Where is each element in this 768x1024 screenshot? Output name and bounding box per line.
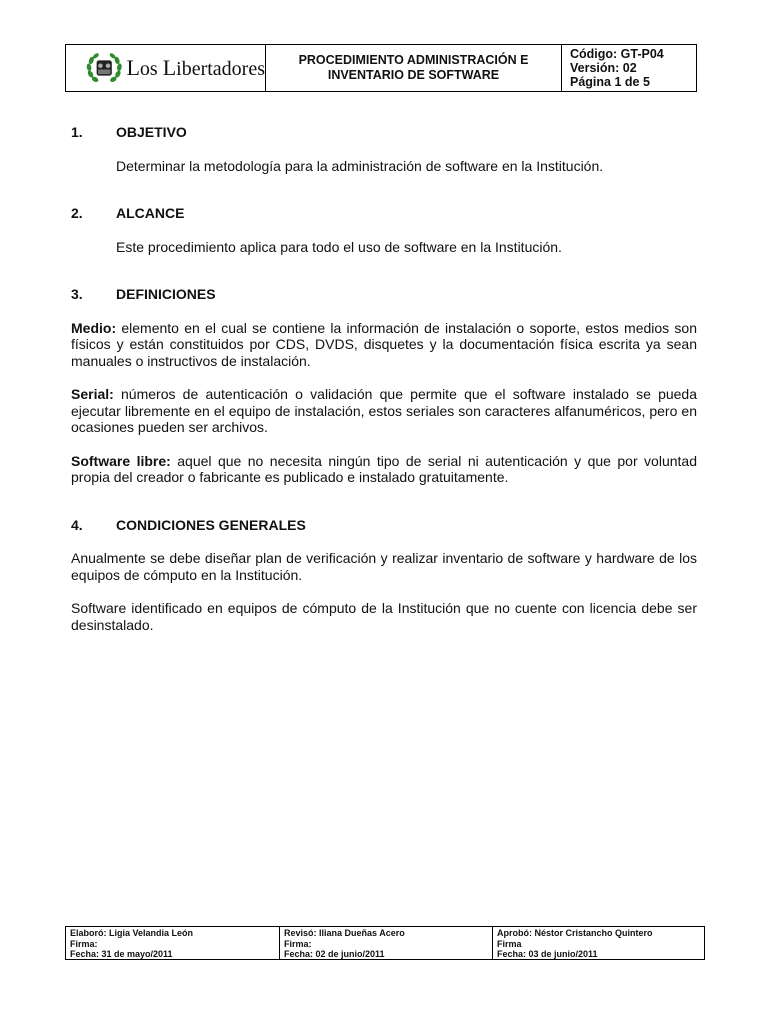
document-body bbox=[71, 124, 697, 650]
footer-aprobo: Aprobó: Néstor Cristancho Quintero Firma Fecha: 03 de junio/2011 bbox=[492, 927, 704, 959]
condiciones-para-1: Anualmente se debe diseñar plan de verificación y realizar inventario de software y hardware de los equipos de cómputo en la Institución. bbox=[71, 550, 697, 583]
definition-serial: Serial: números de autenticación o validación que permite que el software instalado se pueda ejecutar libremente en el equipo de instalación, estos seriales son caracteres alfanuméricos, pero en ocasiones pueden ser archivos. bbox=[71, 386, 697, 435]
document-meta bbox=[562, 45, 696, 91]
section-heading-objetivo: 1. OBJETIVO bbox=[71, 124, 187, 140]
title-line-1: PROCEDIMIENTO ADMINISTRACIÓN E bbox=[298, 53, 529, 67]
alcance-text: Este procedimiento aplica para todo el uso de software en la Institución. bbox=[116, 238, 562, 255]
version-label: Versión: 02 bbox=[570, 61, 637, 75]
section-heading-definiciones: 3. DEFINICIONES bbox=[71, 286, 216, 302]
codigo-label: Código: GT-P04 bbox=[570, 47, 664, 61]
pagina-label: Página 1 de 5 bbox=[570, 75, 650, 89]
definition-medio: Medio: elemento en el cual se contiene la información de instalación o soporte, estos medios son físicos y están constituidos por CDS, DVDS, disquetes y la documentación física escrita ya sean manuales o instructivos de instalación. bbox=[71, 319, 697, 369]
section-heading-condiciones: 4. CONDICIONES GENERALES bbox=[71, 516, 306, 533]
laurel-logo-icon bbox=[86, 48, 122, 88]
section-heading-alcance: 2. ALCANCE bbox=[71, 205, 185, 221]
definition-software-libre: Software libre: aquel que no necesita ningún tipo de serial ni autenticación y que por voluntad propia del creador o fabricante es publicado e instalado gratuitamente. bbox=[71, 452, 697, 485]
logo-cell bbox=[66, 45, 266, 91]
document-header bbox=[65, 44, 697, 92]
footer-elaboro: Elaboró: Ligia Velandia León Firma: Fecha: 31 de mayo/2011 bbox=[70, 928, 194, 959]
objetivo-text: Determinar la metodología para la administración de software en la Institución. bbox=[116, 157, 604, 174]
document-title bbox=[266, 45, 562, 91]
condiciones-para-2: Software identificado en equipos de cómputo de la Institución que no cuente con licencia debe ser desinstalado. bbox=[71, 600, 697, 633]
logo-wordmark: Los Libertadores bbox=[126, 55, 265, 80]
footer-reviso: Revisó: Iliana Dueñas Acero Firma: Fecha: 02 de junio/2011 bbox=[279, 927, 492, 959]
document-footer bbox=[65, 926, 705, 960]
title-line-2: INVENTARIO DE SOFTWARE bbox=[327, 68, 500, 82]
